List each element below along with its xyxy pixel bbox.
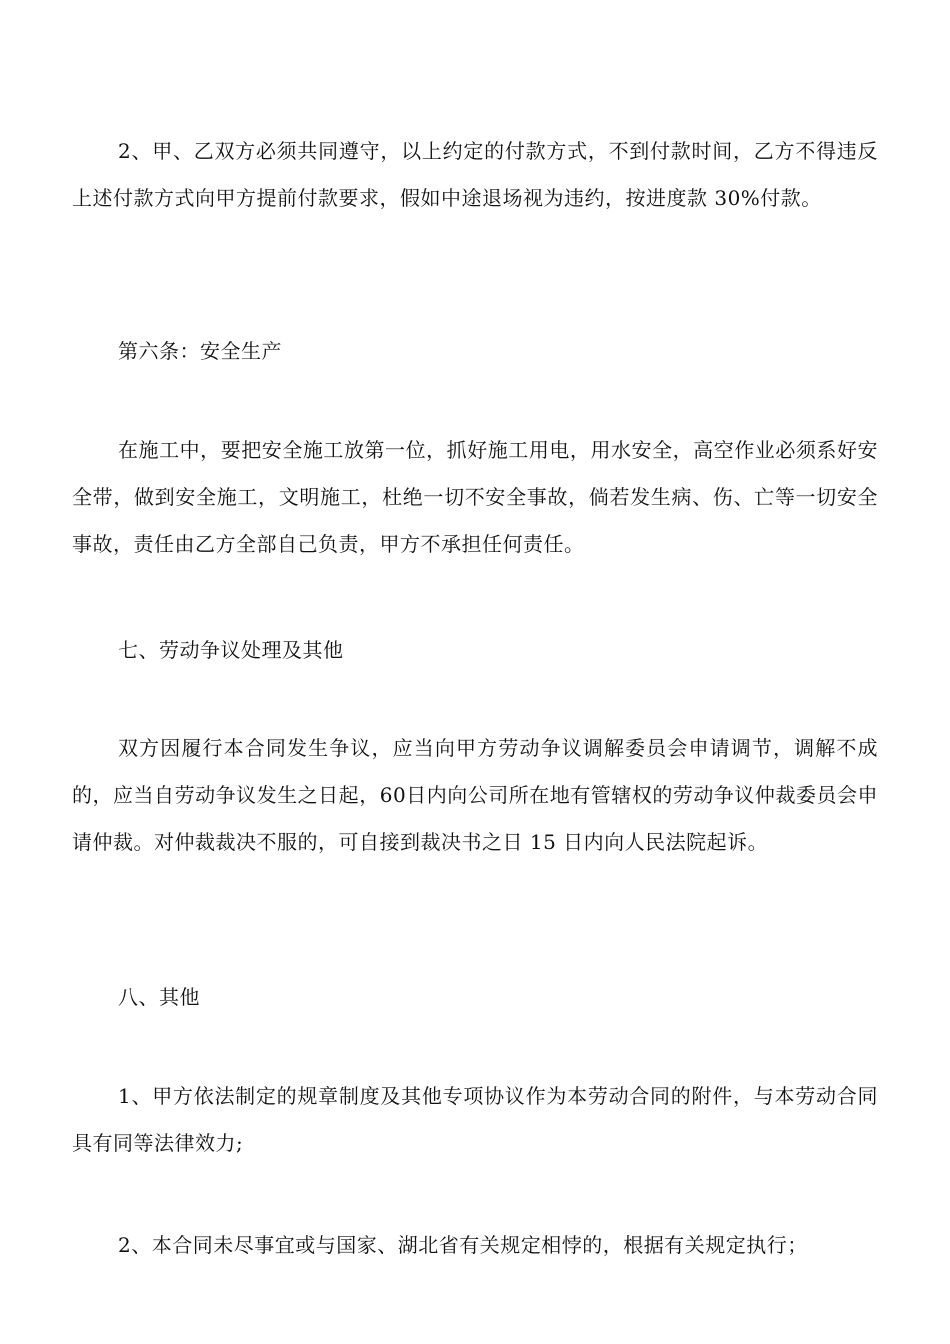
section-eight-item-one: 1、甲方依法制定的规章制度及其他专项协议作为本劳动合同的附件，与本劳动合同具有同等法律效力; xyxy=(72,1084,878,1155)
section-eight-item-two: 2、本合同未尽事宜或与国家、湖北省有关规定相悖的，根据有关规定执行； xyxy=(118,1233,808,1257)
payment-clause-paragraph: 2、甲、乙双方必须共同遵守，以上约定的付款方式，不到付款时间，乙方不得违反上述付款方式向甲方提前付款要求，假如中途退场视为违约，按进度款 30%付款。 xyxy=(72,139,878,210)
section-eight-heading: 八、其他 xyxy=(118,985,200,1009)
labor-dispute-paragraph: 双方因履行本合同发生争议，应当向甲方劳动争议调解委员会申请调节，调解不成的，应当自劳动争议发生之日起，60日内向公司所在地有管辖权的劳动争议仲裁委员会申请仲裁。对仲裁裁决不服的，可自接到裁决书之日 15 日内向人民法院起诉。 xyxy=(72,736,878,854)
article-six-heading: 第六条：安全生产 xyxy=(118,339,282,363)
safety-production-paragraph: 在施工中，要把安全施工放第一位，抓好施工用电，用水安全，高空作业必须系好安全带，做到安全施工，文明施工，杜绝一切不安全事故，倘若发生病、伤、亡等一切安全事故，责任由乙方全部自己负责，甲方不承担任何责任。 xyxy=(72,438,878,556)
section-seven-heading: 七、劳动争议处理及其他 xyxy=(118,638,344,662)
